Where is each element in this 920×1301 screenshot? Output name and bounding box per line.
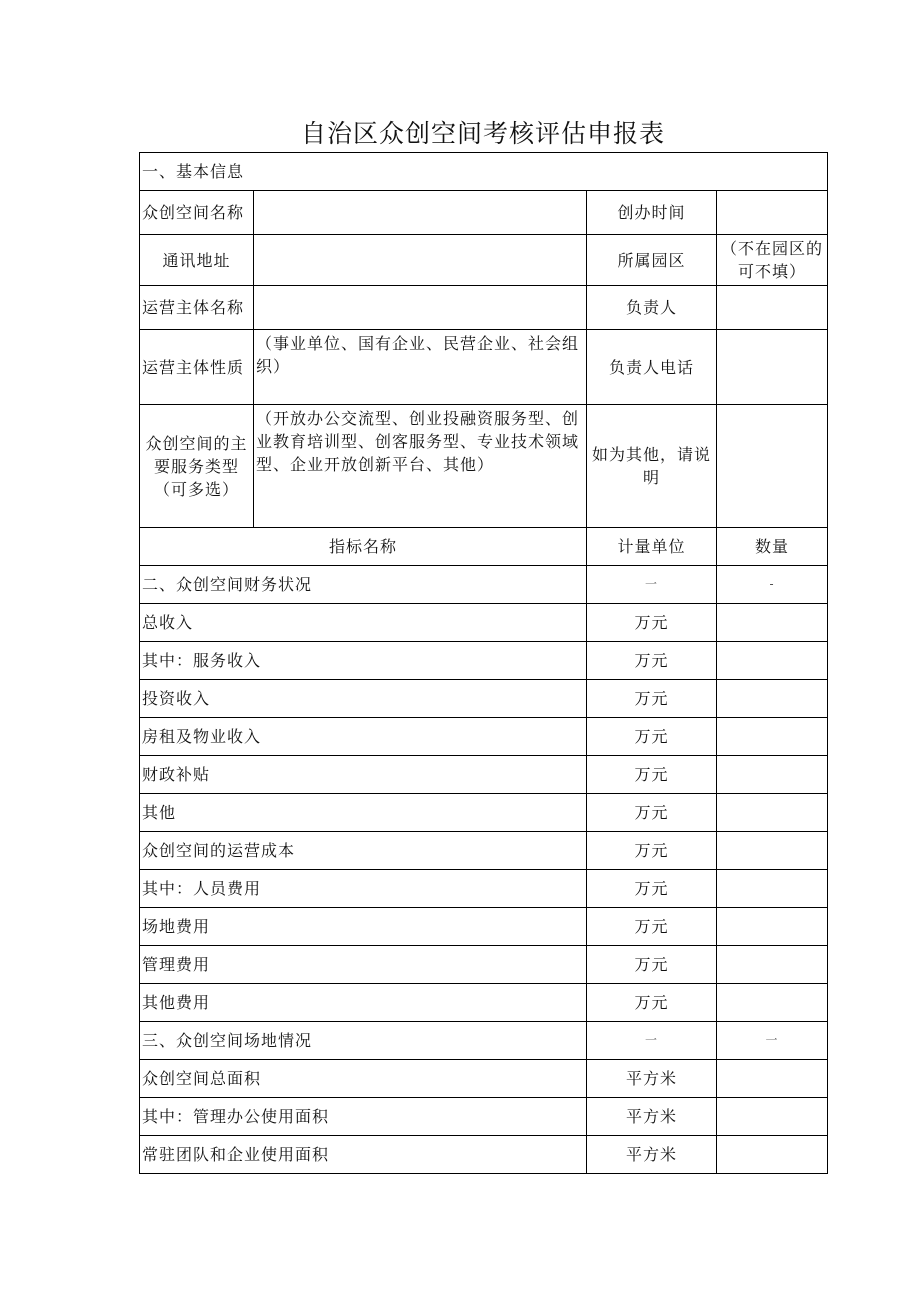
quantity-field[interactable] (717, 794, 828, 832)
indicator-label: 其中：服务收入 (140, 642, 587, 680)
field-label: 负责人电话 (587, 330, 717, 405)
table-row (140, 1136, 828, 1174)
field-label: 创办时间 (587, 191, 717, 235)
unit-value: 平方米 (587, 1098, 717, 1136)
section-heading: 二、众创空间财务状况 (140, 566, 587, 604)
unit-value: 万元 (587, 718, 717, 756)
indicator-label: 其中：人员费用 (140, 870, 587, 908)
quantity-field[interactable] (717, 718, 828, 756)
quantity-field[interactable] (717, 604, 828, 642)
field-label: 运营主体性质 (140, 330, 254, 405)
field-label: 负责人 (587, 286, 717, 330)
park-field[interactable]: （不在园区的可不填） (717, 235, 828, 286)
unit-value: 万元 (587, 680, 717, 718)
section-row-site (140, 1022, 828, 1060)
indicator-label: 投资收入 (140, 680, 587, 718)
field-label: 众创空间名称 (140, 191, 254, 235)
quantity-field[interactable] (717, 908, 828, 946)
unit-value: 万元 (587, 604, 717, 642)
unit-dash: 一 (587, 1022, 717, 1060)
quantity-field[interactable] (717, 870, 828, 908)
section-row-basic-info (140, 153, 828, 191)
form-row-address (140, 235, 828, 286)
table-row (140, 870, 828, 908)
other-description-field[interactable] (717, 405, 828, 528)
field-label: 众创空间的主要服务类型（可多选） (140, 405, 254, 528)
unit-value: 万元 (587, 756, 717, 794)
unit-value: 万元 (587, 908, 717, 946)
form-row-operator-nature (140, 330, 828, 405)
form-row-space-name (140, 191, 828, 235)
indicator-label: 众创空间总面积 (140, 1060, 587, 1098)
table-row (140, 718, 828, 756)
unit-value: 万元 (587, 984, 717, 1022)
field-label: 如为其他，请说明 (587, 405, 717, 528)
table-row (140, 642, 828, 680)
quantity-field[interactable] (717, 756, 828, 794)
unit-value: 万元 (587, 870, 717, 908)
operator-name-field[interactable] (254, 286, 587, 330)
unit-value: 万元 (587, 832, 717, 870)
unit-value: 万元 (587, 642, 717, 680)
field-label: 通讯地址 (140, 235, 254, 286)
indicator-label: 管理费用 (140, 946, 587, 984)
space-name-field[interactable] (254, 191, 587, 235)
table-header-row (140, 528, 828, 566)
indicator-label: 其他费用 (140, 984, 587, 1022)
service-type-field[interactable]: （开放办公交流型、创业投融资服务型、创业教育培训型、创客服务型、专业技术领域型、企业开放创新平台、其他） (254, 405, 587, 528)
quantity-header: 数量 (717, 528, 828, 566)
unit-value: 平方米 (587, 1136, 717, 1174)
table-row (140, 984, 828, 1022)
application-form-table (139, 152, 828, 1174)
indicator-label: 财政补贴 (140, 756, 587, 794)
quantity-field[interactable] (717, 1060, 828, 1098)
unit-dash: 一 (587, 566, 717, 604)
section-heading: 一、基本信息 (140, 153, 828, 191)
indicator-label: 其中：管理办公使用面积 (140, 1098, 587, 1136)
table-row (140, 908, 828, 946)
table-row (140, 832, 828, 870)
field-label: 运营主体名称 (140, 286, 254, 330)
form-row-service-type (140, 405, 828, 528)
leader-phone-field[interactable] (717, 330, 828, 405)
page-title: 自治区众创空间考核评估申报表 (300, 119, 665, 148)
quantity-field[interactable] (717, 1136, 828, 1174)
quantity-field[interactable] (717, 984, 828, 1022)
table-row (140, 794, 828, 832)
indicator-header: 指标名称 (140, 528, 587, 566)
table-row (140, 680, 828, 718)
quantity-field[interactable] (717, 1098, 828, 1136)
quantity-field[interactable] (717, 946, 828, 984)
unit-header: 计量单位 (587, 528, 717, 566)
table-row (140, 756, 828, 794)
unit-value: 平方米 (587, 1060, 717, 1098)
quantity-field[interactable] (717, 680, 828, 718)
indicator-label: 常驻团队和企业使用面积 (140, 1136, 587, 1174)
quantity-field[interactable] (717, 832, 828, 870)
table-row (140, 604, 828, 642)
indicator-label: 房租及物业收入 (140, 718, 587, 756)
section-heading: 三、众创空间场地情况 (140, 1022, 587, 1060)
form-row-operator (140, 286, 828, 330)
leader-field[interactable] (717, 286, 828, 330)
table-row (140, 1060, 828, 1098)
unit-value: 万元 (587, 946, 717, 984)
quantity-field[interactable] (717, 642, 828, 680)
address-field[interactable] (254, 235, 587, 286)
quantity-dash: 一 (717, 1022, 828, 1060)
indicator-label: 场地费用 (140, 908, 587, 946)
table-row (140, 946, 828, 984)
unit-value: 万元 (587, 794, 717, 832)
quantity-dash: - (717, 566, 828, 604)
indicator-label: 众创空间的运营成本 (140, 832, 587, 870)
table-row (140, 1098, 828, 1136)
field-label: 所属园区 (587, 235, 717, 286)
section-row-finance (140, 566, 828, 604)
founded-date-field[interactable] (717, 191, 828, 235)
indicator-label: 总收入 (140, 604, 587, 642)
indicator-label: 其他 (140, 794, 587, 832)
operator-nature-field[interactable]: （事业单位、国有企业、民营企业、社会组织） (254, 330, 587, 405)
